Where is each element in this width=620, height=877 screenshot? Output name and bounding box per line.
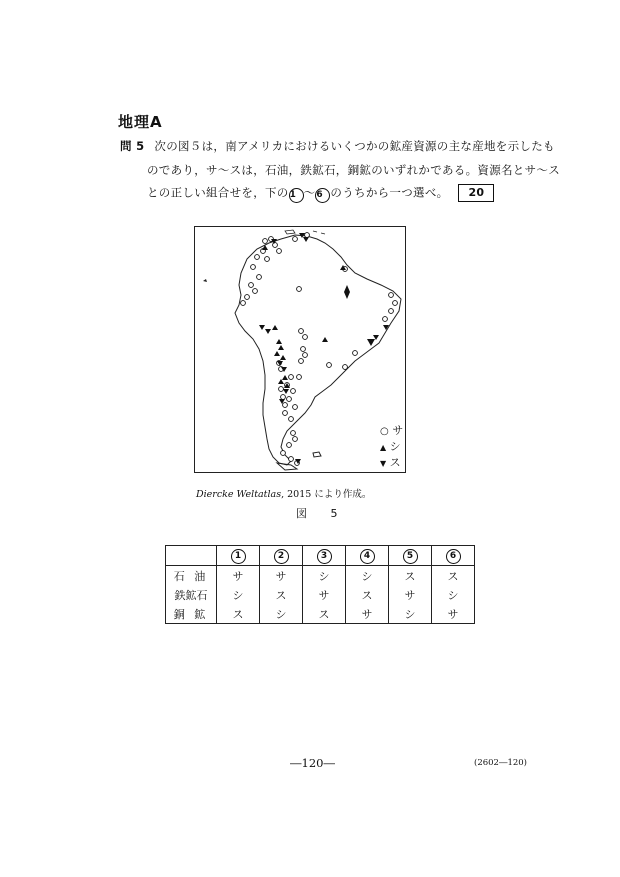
table-cell: ス xyxy=(432,566,475,586)
page-number: ―120― xyxy=(290,756,335,770)
table-row xyxy=(166,585,475,604)
sa-sites xyxy=(241,233,398,466)
answer-table xyxy=(165,545,475,624)
choice-header-3[interactable]: 3 xyxy=(303,546,346,566)
map-source xyxy=(196,486,371,500)
row-label-oil: 石 油 xyxy=(166,566,217,586)
table-cell: ス xyxy=(217,604,260,624)
table-cell: シ xyxy=(260,604,303,624)
page-code: (2602―120) xyxy=(474,758,527,768)
question-text-1: 次の図５は，南アメリカにおけるいくつかの鉱産資源の主な産地を示したも xyxy=(154,139,555,153)
south-america-map xyxy=(194,226,406,473)
question-text-3b: のうちから一つ選べ。 xyxy=(330,185,449,200)
table-cell: シ xyxy=(389,604,432,624)
table-cell: ス xyxy=(303,604,346,624)
choice-header-4[interactable]: 4 xyxy=(346,546,389,566)
question-line-3 xyxy=(147,184,494,203)
row-label-copper-ore: 銅 鉱 xyxy=(166,604,217,624)
choice-header-6[interactable]: 6 xyxy=(432,546,475,566)
subject-heading: 地理A xyxy=(118,113,163,131)
legend-item-su: ▼ ス xyxy=(380,456,401,469)
answer-box[interactable]: 20 xyxy=(458,184,494,202)
choice-header-2[interactable]: 2 xyxy=(260,546,303,566)
legend-item-sa: ○ サ xyxy=(380,424,404,437)
interior-diamond-marker xyxy=(344,285,350,299)
table-cell: シ xyxy=(432,585,475,604)
table-cell: サ xyxy=(432,604,475,624)
table-cell: サ xyxy=(389,585,432,604)
source-rest: , 2015 により作成。 xyxy=(281,489,372,500)
table-cell: シ xyxy=(217,585,260,604)
choice-last-circled: 6 xyxy=(315,188,330,203)
question-number: 問 5 xyxy=(120,139,145,153)
source-title: Diercke Weltatlas xyxy=(196,489,282,500)
falkland-islands xyxy=(313,452,321,457)
table-cell: サ xyxy=(346,604,389,624)
tilde: ～ xyxy=(303,185,316,200)
shi-sites xyxy=(262,245,346,388)
su-sites xyxy=(259,233,389,464)
table-cell: ス xyxy=(389,566,432,586)
table-cell: シ xyxy=(303,566,346,586)
table-row xyxy=(166,566,475,586)
map-legend xyxy=(380,423,403,471)
choice-header-5[interactable]: 5 xyxy=(389,546,432,566)
table-cell: サ xyxy=(217,566,260,586)
tierra-del-fuego xyxy=(277,463,297,470)
table-row xyxy=(166,604,475,624)
question-line-2: のであり，サ～スは，石油，鉄鉱石，銅鉱のいずれかである。資源名とサ～ス xyxy=(147,163,560,177)
figure-caption: 図 5 xyxy=(296,507,348,520)
row-label-iron-ore: 鉄鉱石 xyxy=(166,585,217,604)
table-header-row xyxy=(166,546,475,566)
table-corner-cell xyxy=(166,546,217,566)
south-america-outline xyxy=(235,235,404,465)
legend-item-shi: ▲ シ xyxy=(380,440,401,453)
table-cell: サ xyxy=(260,566,303,586)
question-line-1 xyxy=(120,138,555,154)
table-cell: シ xyxy=(346,566,389,586)
table-cell: サ xyxy=(303,585,346,604)
choice-first-circled: 1 xyxy=(289,188,304,203)
choice-header-1[interactable]: 1 xyxy=(217,546,260,566)
question-text-3a: との正しい組合せを，下の xyxy=(147,185,289,200)
galapagos-marker xyxy=(203,279,207,282)
map-svg xyxy=(195,227,405,472)
table-cell: ス xyxy=(260,585,303,604)
table-cell: ス xyxy=(346,585,389,604)
